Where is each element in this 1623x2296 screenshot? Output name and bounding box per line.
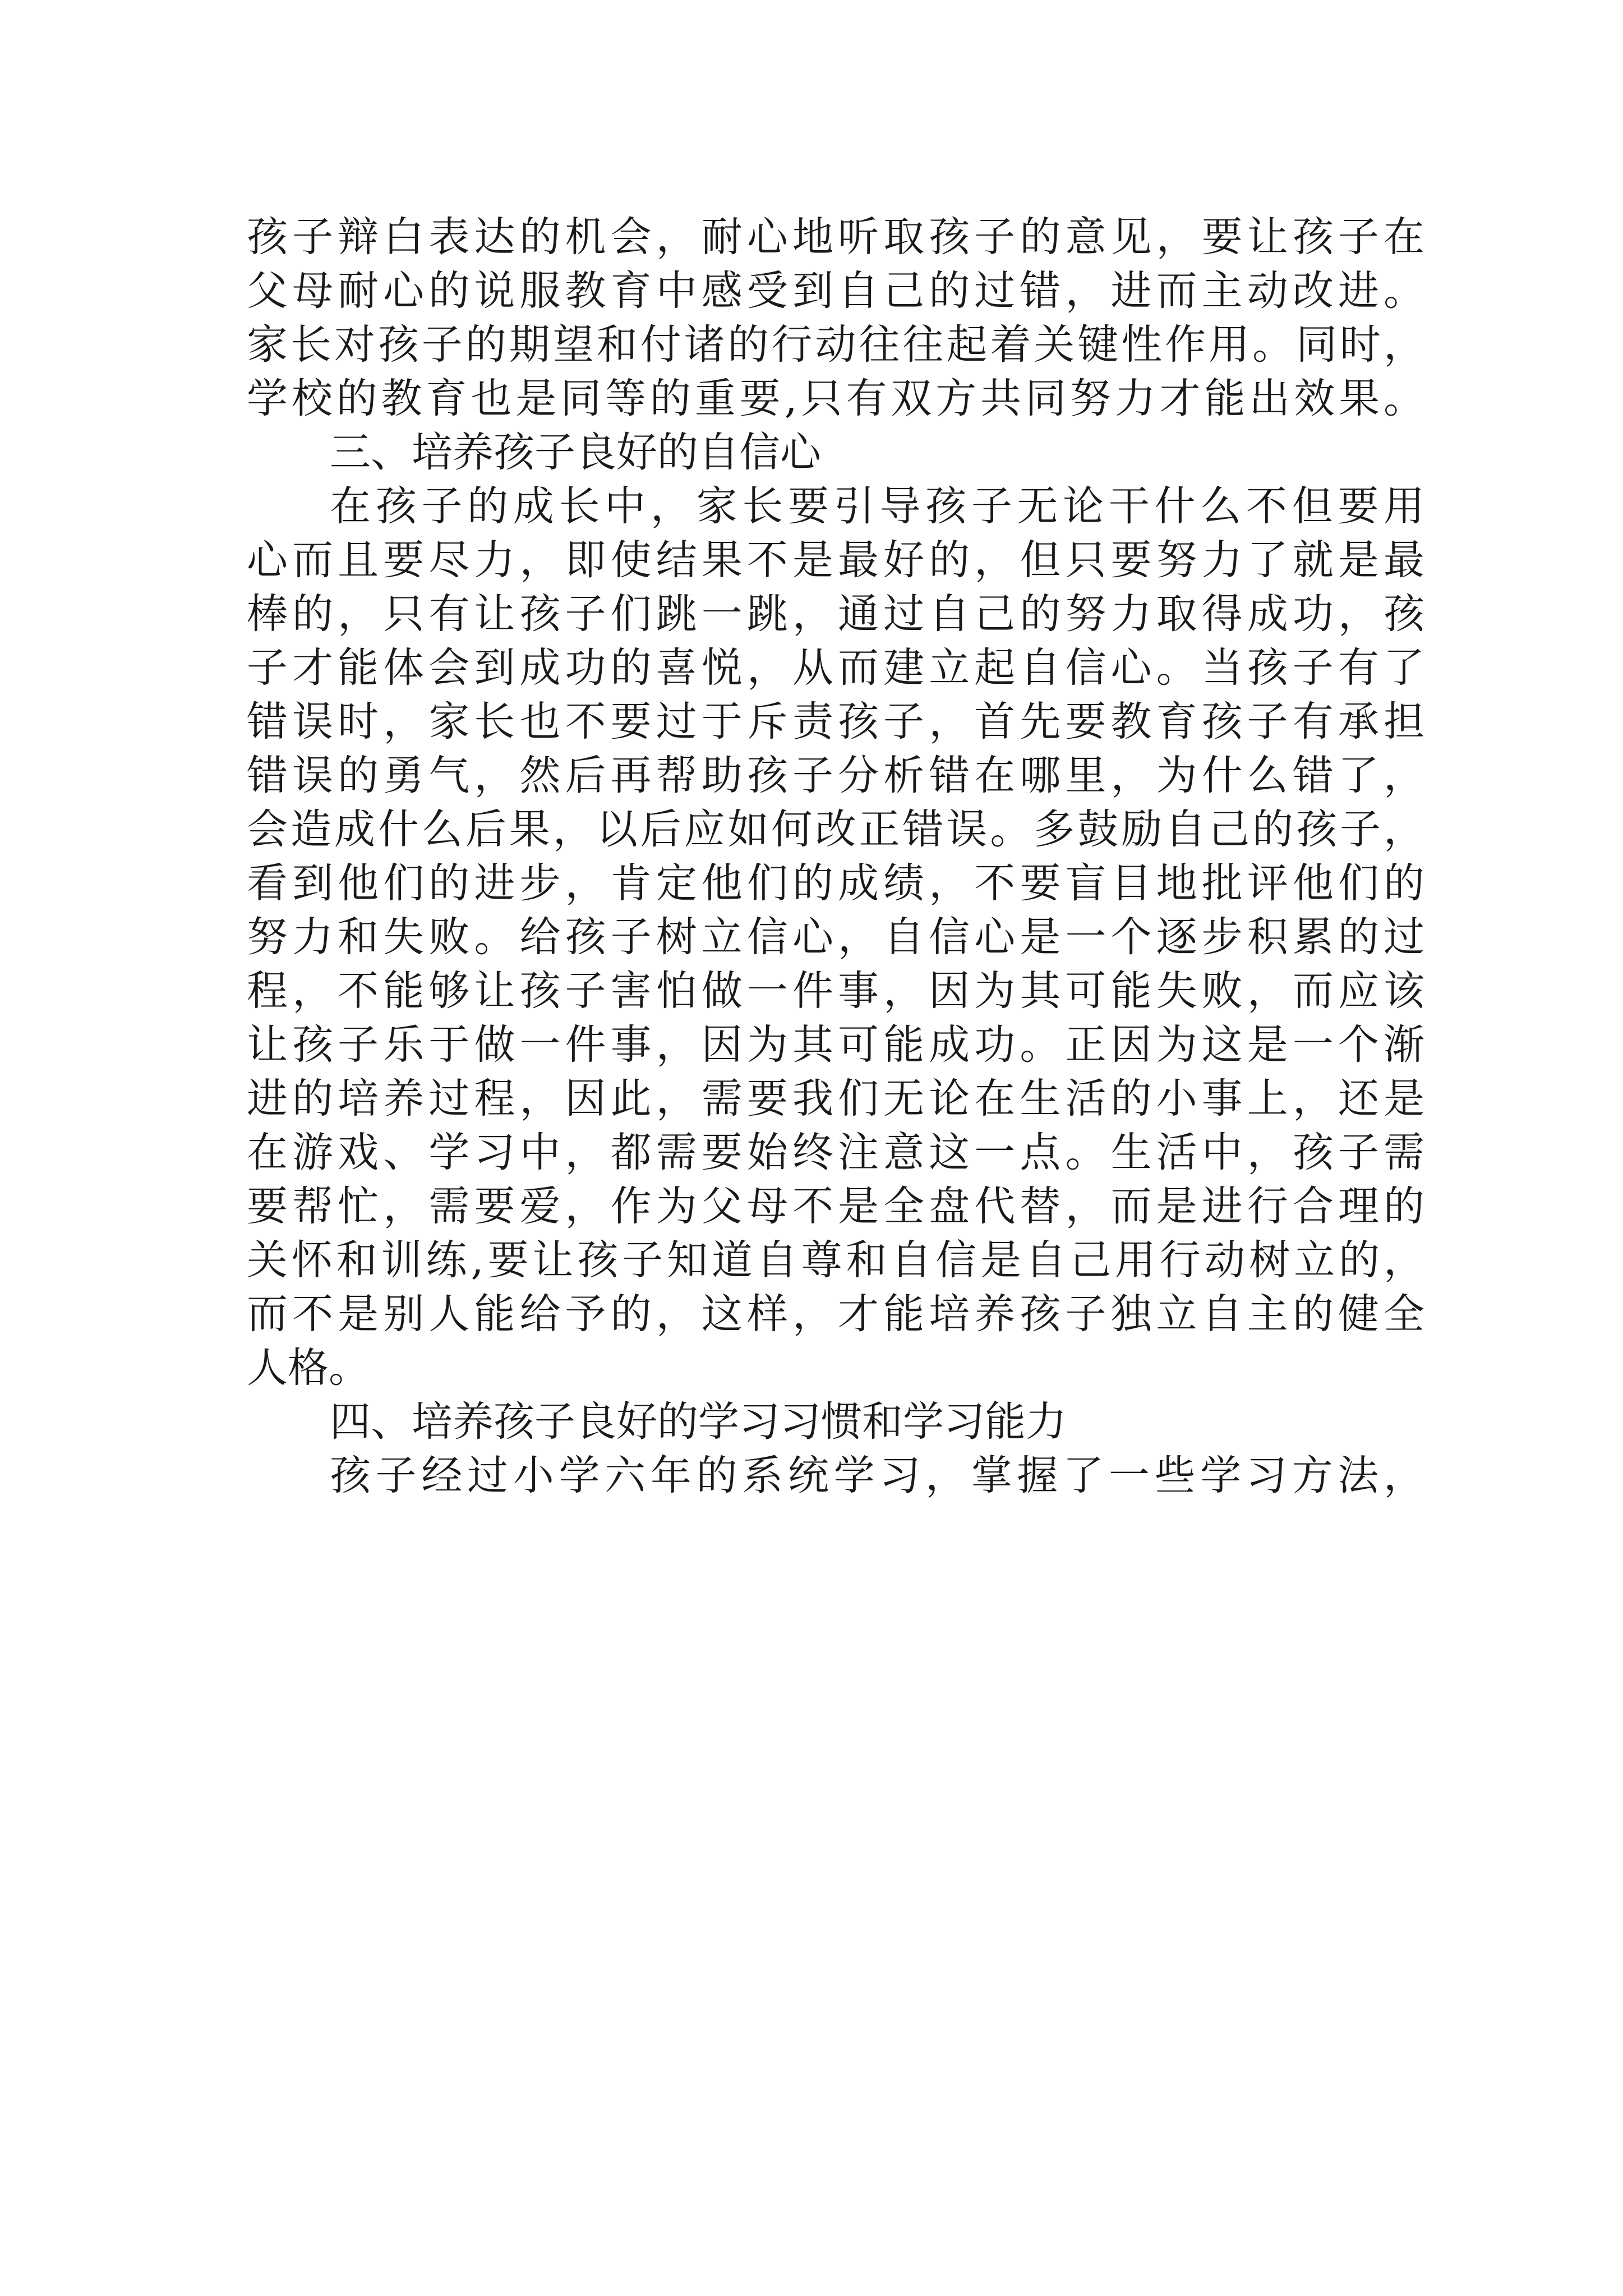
text-line: 子才能体会到成功的喜悦，从而建立起自信心。当孩子有了 (247, 644, 1424, 692)
text-line: 学校的教育也是同等的重要,只有双方共同努力才能出效果。 (247, 375, 1424, 422)
text-line: 进的培养过程，因此，需要我们无论在生活的小事上，还是 (247, 1075, 1424, 1122)
section-heading: 四、培养孩子良好的学习习惯和学习能力 (330, 1398, 1067, 1446)
document-body (247, 210, 1424, 1503)
text-line: 让孩子乐于做一件事，因为其可能成功。正因为这是一个渐 (247, 1021, 1424, 1069)
text-line: 程，不能够让孩子害怕做一件事，因为其可能失败，而应该 (247, 967, 1424, 1015)
text-line: 家长对孩子的期望和付诸的行动往往起着关键性作用。同时， (247, 321, 1424, 369)
section-heading: 三、培养孩子良好的自信心 (330, 429, 821, 476)
text-line: 孩子辩白表达的机会，耐心地听取孩子的意见，要让孩子在 (247, 213, 1424, 261)
text-line: 错误时，家长也不要过于斥责孩子，首先要教育孩子有承担 (247, 698, 1424, 746)
text-line: 而不是别人能给予的，这样，才能培养孩子独立自主的健全 (247, 1290, 1424, 1338)
text-line: 要帮忙，需要爱，作为父母不是全盘代替，而是进行合理的 (247, 1182, 1424, 1230)
text-line: 关怀和训练,要让孩子知道自尊和自信是自己用行动树立的， (247, 1236, 1424, 1284)
paragraph-first-line: 孩子经过小学六年的系统学习，掌握了一些学习方法， (330, 1452, 1424, 1499)
text-line: 心而且要尽力，即使结果不是最好的，但只要努力了就是最 (247, 536, 1424, 584)
text-line: 努力和失败。给孩子树立信心，自信心是一个逐步积累的过 (247, 913, 1424, 961)
text-line: 会造成什么后果，以后应如何改正错误。多鼓励自己的孩子， (247, 806, 1424, 853)
paragraph-last-line: 人格。 (247, 1344, 370, 1392)
paragraph-first-line: 在孩子的成长中，家长要引导孩子无论干什么不但要用 (330, 482, 1424, 530)
text-line: 看到他们的进步，肯定他们的成绩，不要盲目地批评他们的 (247, 859, 1424, 907)
text-line: 棒的，只有让孩子们跳一跳，通过自己的努力取得成功，孩 (247, 590, 1424, 638)
text-line: 错误的勇气，然后再帮助孩子分析错在哪里，为什么错了， (247, 752, 1424, 799)
text-line: 父母耐心的说服教育中感受到自己的过错，进而主动改进。 (247, 267, 1424, 315)
text-line: 在游戏、学习中，都需要始终注意这一点。生活中，孩子需 (247, 1129, 1424, 1176)
